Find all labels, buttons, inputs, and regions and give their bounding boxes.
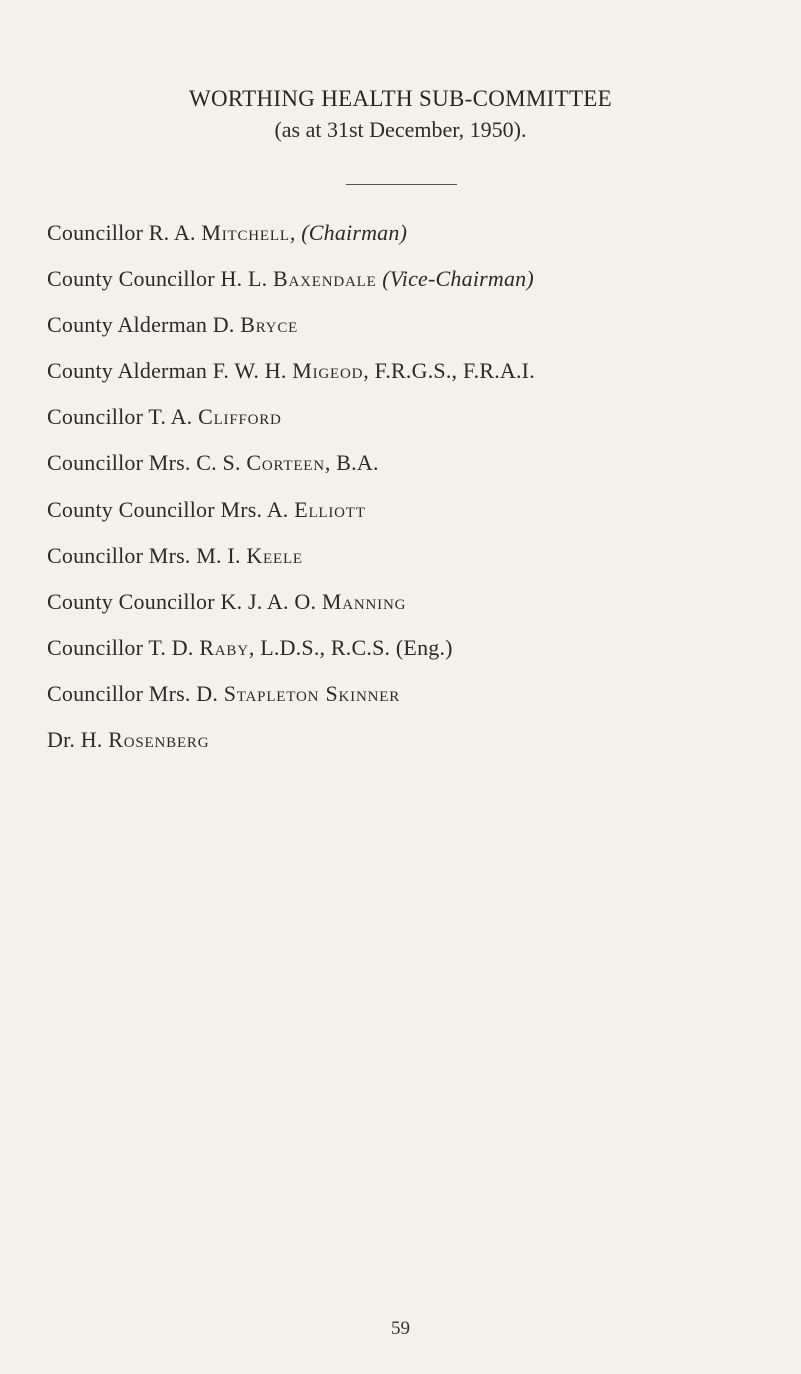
- member-suffix: , F.R.G.S., F.R.A.I.: [363, 358, 535, 384]
- member-item: [47, 448, 535, 494]
- member-surname: Clifford: [198, 404, 282, 430]
- member-surname: Manning: [321, 588, 407, 614]
- member-suffix: , B.A.: [324, 450, 379, 476]
- member-item: [47, 587, 535, 633]
- member-item: [47, 310, 535, 356]
- member-surname: Baxendale: [273, 266, 377, 292]
- member-prefix: Councillor Mrs. M. I.: [47, 542, 247, 568]
- member-prefix: Councillor T. D.: [47, 634, 200, 660]
- page-title: WORTHING HEALTH SUB-COMMITTEE: [189, 86, 612, 111]
- member-prefix: Dr. H.: [47, 727, 109, 753]
- member-item: [47, 264, 535, 310]
- member-item: [47, 541, 535, 587]
- member-prefix: County Councillor K. J. A. O.: [47, 588, 322, 614]
- member-item: [47, 356, 535, 402]
- member-prefix: Councillor R. A.: [47, 220, 202, 245]
- member-surname: Mitchell: [201, 220, 290, 245]
- member-surname: Migeod: [292, 358, 364, 384]
- member-surname: Rosenberg: [108, 727, 210, 753]
- member-item: [47, 679, 535, 725]
- page-number: 59: [391, 1318, 410, 1339]
- member-item: [47, 402, 535, 448]
- member-item: [47, 218, 535, 264]
- member-surname: Corteen: [246, 450, 325, 476]
- member-prefix: Councillor T. A.: [47, 404, 199, 430]
- member-list: [47, 218, 535, 771]
- member-prefix: County Alderman D.: [47, 312, 241, 338]
- member-surname: Keele: [246, 542, 303, 568]
- member-item: [47, 495, 535, 541]
- member-suffix: ,: [289, 220, 302, 245]
- member-prefix: Councillor Mrs. D.: [47, 680, 224, 706]
- member-role: (Vice-Chairman): [382, 266, 534, 292]
- member-role: (Chairman): [301, 220, 408, 245]
- member-prefix: County Councillor Mrs. A.: [47, 496, 295, 522]
- member-suffix: , L.D.S., R.C.S. (Eng.): [248, 634, 453, 660]
- divider-rule: [346, 184, 457, 185]
- member-prefix: County Councillor H. L.: [47, 266, 274, 292]
- member-surname: Raby: [199, 634, 249, 660]
- member-surname: Elliott: [294, 496, 366, 522]
- member-surname: Bryce: [240, 312, 299, 338]
- member-prefix: Councillor Mrs. C. S.: [47, 450, 247, 476]
- page-subtitle: (as at 31st December, 1950).: [274, 117, 527, 142]
- member-surname: Stapleton Skinner: [223, 680, 400, 706]
- member-item: [47, 725, 535, 771]
- member-item: [47, 633, 535, 679]
- member-prefix: County Alderman F. W. H.: [47, 358, 293, 384]
